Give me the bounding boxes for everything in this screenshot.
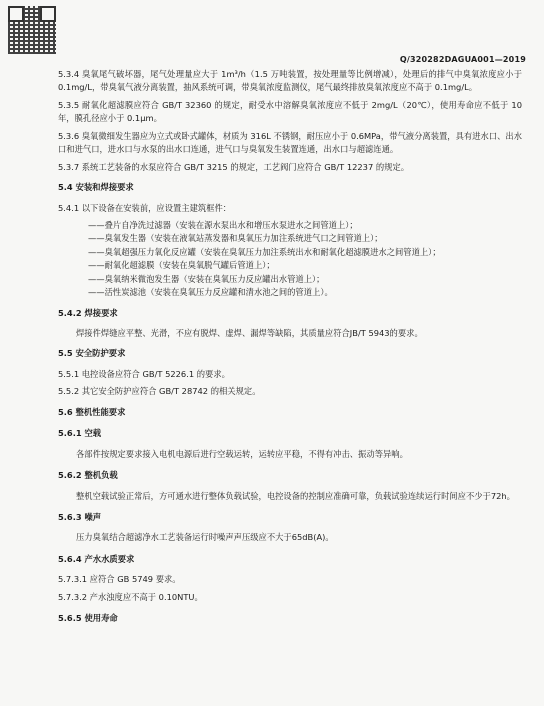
paragraph-noise: 压力臭氧结合超滤净水工艺装备运行时噪声声压级应不大于65dB(A)。 — [76, 532, 334, 543]
list-item: ——耐氧化超滤膜（安装在臭氧脱气罐后管道上）； — [88, 260, 275, 271]
clause-5-3-7: 5.3.7 系统工艺装备的水泵应符合 GB/T 3215 的规定，工艺阀门应符合 GB/T 12237 的规定。 — [58, 161, 410, 172]
section-heading-5-6-2: 5.6.2 整机负载 — [58, 470, 118, 481]
list-item: ——臭氧发生器（安装在液氧站蒸发器和臭氧压力加注系统进气口之间管道上）； — [88, 233, 383, 244]
document-code: Q/320282DAGUA001—2019 — [399, 55, 526, 64]
section-heading-5-4: 5.4 安装和焊接要求 — [58, 182, 134, 193]
section-heading-5-5: 5.5 安全防护要求 — [58, 348, 126, 359]
list-item: ——臭氧纳米微泡发生器（安装在臭氧压力反应罐出水管道上）； — [88, 273, 325, 284]
document-body — [58, 68, 522, 633]
paragraph-load: 整机空载试验正常后，方可通水进行整体负载试验，电控设备的控制应准确可靠，负载试验连续运行时间应不少于72h。 — [76, 490, 515, 501]
clause-5-4-1: 5.4.1 以下设备在安装前，应设置主建筑框件： — [58, 202, 232, 213]
section-heading-5-6-5: 5.6.5 使用寿命 — [58, 613, 118, 624]
paragraph-no-load: 各部件按规定要求接入电机电源后进行空载运转，运转应平稳，不得有冲击、振动等异响。 — [76, 448, 408, 459]
clause-5-3-6: 5.3.6 臭氧微细发生器应为立式或卧式罐体，材质为 316L 不锈钢，耐压应小于 0.6MPa，带气液分离装置，具有进水口、出水口和进气口，进水口与水泵的出水口连通，进气口与臭氧发生装置连通，出水口与超滤连通。 — [58, 130, 522, 155]
qr-code-icon — [8, 6, 56, 54]
section-heading-5-4-2: 5.4.2 焊接要求 — [58, 307, 118, 318]
list-item: ——臭氧超强压力氧化反应罐（安装在臭氧压力加注系统出水和耐氧化超滤膜进水之间管道上）； — [88, 246, 441, 257]
clause-5-5-1: 5.5.1 电控设备应符合 GB/T 5226.1 的要求。 — [58, 368, 230, 379]
clause-5-3-5: 5.3.5 耐氧化超滤膜应符合 GB/T 32360 的规定，耐受水中溶解臭氧浓度应不低于 2mg/L（20℃），使用寿命应不低于 10 年，膜孔径应小于 0.1μm。 — [58, 99, 522, 124]
list-item: ——叠片自净洗过滤器（安装在源水泵出水和增压水泵进水之间管道上）； — [88, 219, 358, 230]
clause-5-5-2: 5.5.2 其它安全防护应符合 GB/T 28742 的相关规定。 — [58, 386, 261, 397]
section-heading-5-6-1: 5.6.1 空载 — [58, 428, 102, 439]
clause-5-7-3-1: 5.7.3.1 应符合 GB 5749 要求。 — [58, 574, 181, 585]
section-heading-5-6: 5.6 整机性能要求 — [58, 406, 126, 417]
clause-5-7-3-2: 5.7.3.2 产水浊度应不高于 0.10NTU。 — [58, 591, 203, 602]
list-item: ——活性炭滤池（安装在臭氧压力反应罐和清水池之间的管道上）。 — [88, 287, 333, 298]
equipment-list — [58, 219, 522, 300]
clause-5-3-4: 5.3.4 臭氧尾气破坏器，尾气处理量应大于 1m³/h（1.5 万吨装置，按处理量等比例增减），处理后的排气中臭氧浓度应小于 0.1mg/L，带臭氧气液分离装置，抽风系统可调，带臭氧浓度监测仪，尾气最终排放臭氧浓度应不高于 0.1mg/L。 — [58, 69, 522, 93]
paragraph-welding: 焊接件焊缝应平整、光滑，不应有脱焊、虚焊、漏焊等缺陷，其质量应符合JB/T 5943的要求。 — [76, 328, 423, 338]
section-heading-5-6-4: 5.6.4 产水水质要求 — [58, 553, 135, 564]
section-heading-5-6-3: 5.6.3 噪声 — [58, 511, 102, 522]
